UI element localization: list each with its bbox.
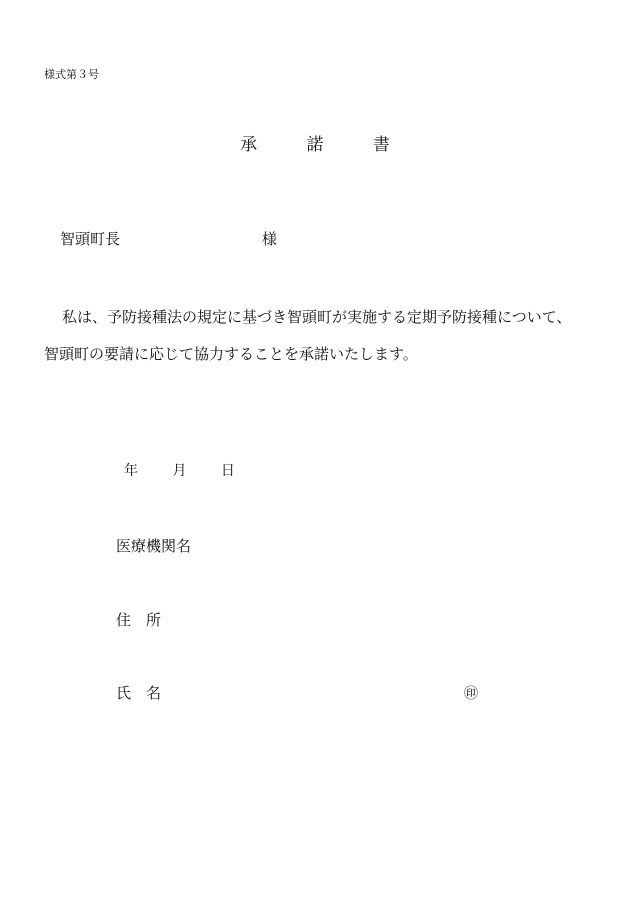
date-year-unit: 年 [124, 463, 138, 479]
title-char-1: 承 [240, 135, 258, 155]
honorific: 様 [262, 230, 278, 248]
body-text-line-2: 智頭町の要請に応じて協力することを承諾いたします。 [44, 345, 418, 363]
institution-name-label: 医療機関名 [116, 537, 192, 555]
seal-mark: ㊞ [464, 686, 478, 702]
date-day-unit: 日 [220, 463, 235, 479]
form-number: 様式第３号 [44, 68, 99, 81]
date-month-unit: 月 [172, 463, 187, 479]
title-char-3: 書 [372, 135, 390, 155]
address-label: 住 所 [116, 611, 162, 629]
date-line [124, 460, 265, 480]
document-title [0, 130, 630, 155]
body-text-line-1: 私は、予防接種法の規定に基づき智頭町が実施する定期予防接種について、 [62, 308, 572, 326]
name-label: 氏 名 [116, 684, 162, 702]
title-char-2: 諾 [306, 135, 324, 155]
addressee: 智頭町長 [60, 230, 121, 248]
